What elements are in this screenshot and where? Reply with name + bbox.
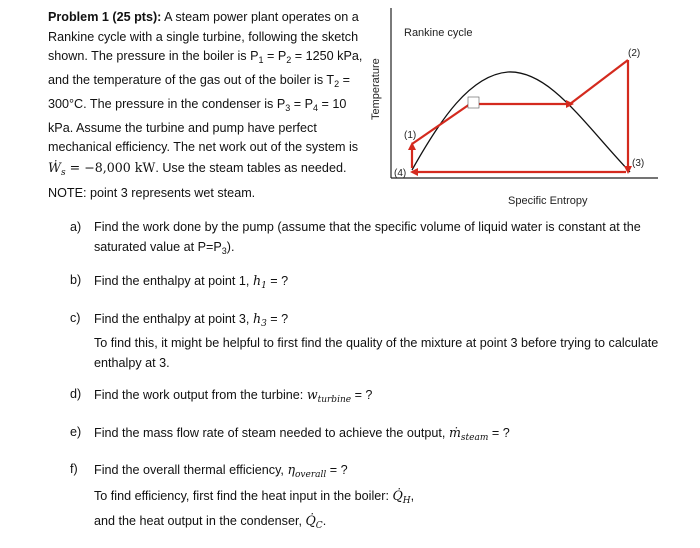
math-symbol: h	[252, 273, 262, 288]
math-symbol: η	[287, 462, 295, 477]
point-3-label: (3)	[632, 158, 645, 169]
question-text: ).	[226, 239, 235, 254]
subscript: turbine	[317, 395, 352, 405]
question-e	[70, 423, 670, 449]
subscript: 3	[261, 318, 267, 329]
problem-text: = 300°C. The pressure in the condenser is P	[48, 73, 350, 111]
math-symbol: ṁ	[448, 424, 461, 440]
subscript: overall	[294, 470, 327, 480]
subscript: 3	[221, 245, 227, 256]
question-c	[70, 309, 670, 374]
question-text: Find the enthalpy at point 3,	[94, 311, 253, 326]
question-note: To find this, it might be helpful to first find the quality of the mixture at point 3 before trying to calculate enthalpy at 3.	[94, 336, 659, 370]
subscript: 2	[286, 55, 292, 66]
point-4-label: (4)	[394, 168, 407, 179]
state-point-marker	[468, 97, 479, 108]
rankine-diagram	[360, 0, 670, 210]
heating-line-1	[412, 104, 470, 144]
question-label: e)	[70, 424, 82, 439]
point-1-label: (1)	[404, 130, 417, 141]
subscript: steam	[460, 432, 489, 443]
question-label: f)	[70, 462, 78, 476]
subscript: H	[402, 495, 411, 506]
math-symbol: Q̇	[392, 487, 403, 503]
superheat-line	[570, 60, 628, 104]
question-text: = ?	[266, 274, 289, 288]
subscript: 2	[334, 79, 340, 90]
y-axis-label: Temperature	[370, 58, 382, 120]
work-value: = −8,000 kW	[65, 159, 156, 175]
question-text: Find the overall thermal efficiency,	[94, 463, 288, 477]
problem-text: = P	[290, 96, 314, 111]
subscript: 1	[261, 281, 267, 291]
problem-title: Problem 1 (25 pts):	[48, 10, 162, 24]
subscript: 1	[258, 55, 264, 66]
work-symbol: Ẇ	[48, 159, 61, 175]
subscript: 4	[313, 102, 319, 113]
subscript: C	[315, 521, 323, 531]
point-2-label: (2)	[628, 48, 641, 59]
question-text: = ?	[326, 463, 348, 477]
problem-text: = 1250 kPa, and the temperature of the gas out of the boiler is T	[48, 49, 363, 88]
problem-text: = 10 kPa. Assume the turbine and pump have perfect mechanical efficiency. The net work out of the system is	[48, 96, 359, 155]
x-axis-label: Specific Entropy	[508, 195, 588, 207]
subscript: s	[60, 167, 66, 178]
subscript: 3	[285, 102, 291, 113]
question-text: Find the work done by the pump (assume that the specific volume of liquid water is constant at the saturated value at P=P	[94, 220, 641, 254]
question-text: Find the work output from the turbine:	[94, 388, 307, 402]
problem-text: = P	[263, 49, 287, 64]
problem-text: . Use the steam tables as needed. NOTE: point 3 represents wet steam.	[48, 160, 347, 200]
question-text: = ?	[351, 388, 373, 402]
question-label: d)	[70, 387, 82, 401]
question-text: .	[322, 514, 327, 528]
math-symbol: Q̇	[305, 513, 316, 528]
question-a	[70, 218, 670, 261]
question-d	[70, 385, 670, 411]
diagram-title: Rankine cycle	[404, 27, 473, 39]
question-text: Find the mass flow rate of steam needed to achieve the output,	[94, 425, 449, 440]
question-b	[70, 271, 670, 297]
question-f	[70, 460, 670, 537]
question-list	[70, 218, 670, 537]
question-label: b)	[70, 273, 82, 287]
math-symbol: h	[252, 310, 262, 326]
question-label: c)	[70, 310, 81, 325]
question-note: and the heat output in the condenser,	[94, 514, 306, 528]
question-label: a)	[70, 220, 82, 234]
problem-statement	[48, 8, 366, 203]
problem-text: A steam power plant operates on a Rankine cycle with a single turbine, following the sketch shown. The pressure in the boiler is P	[48, 10, 359, 64]
question-note: To find efficiency, first find the heat input in the boiler:	[94, 488, 393, 503]
math-symbol: w	[306, 387, 318, 402]
question-text: ,	[410, 488, 415, 503]
question-text: = ?	[266, 311, 289, 326]
question-text: Find the enthalpy at point 1,	[94, 274, 253, 288]
question-text: = ?	[488, 425, 510, 440]
